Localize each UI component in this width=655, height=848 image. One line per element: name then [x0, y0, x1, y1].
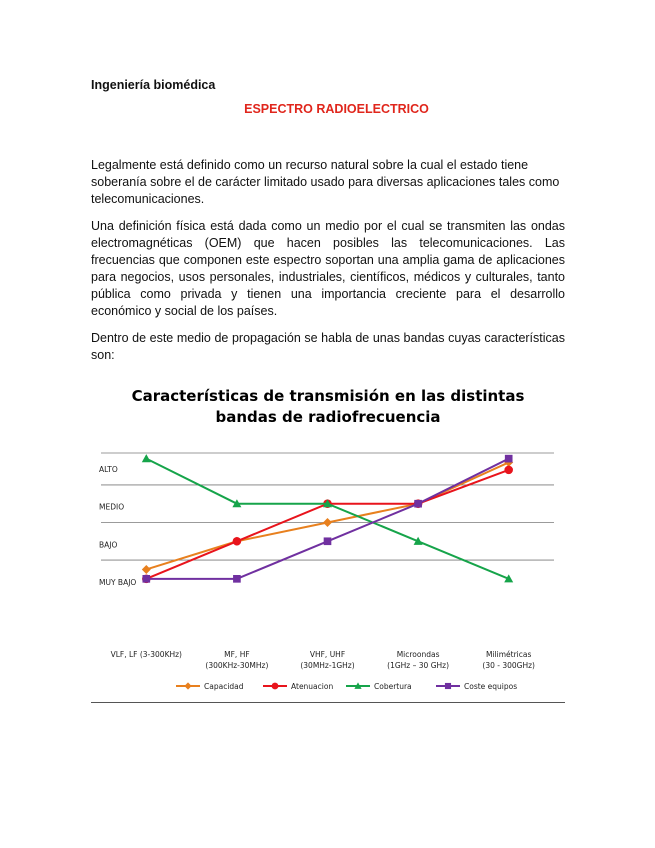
x-category-label: VLF, LF (3-300KHz): [110, 650, 183, 659]
data-point-square: [414, 500, 422, 508]
x-category-label: MF, HF: [224, 650, 250, 659]
bands-chart-svg: [91, 375, 565, 705]
x-category-label: Microondas: [396, 650, 440, 659]
x-category-label: (1GHz – 30 GHz): [387, 661, 450, 670]
data-point-square: [324, 537, 332, 545]
x-category-label: (30 - 300GHz): [482, 661, 535, 670]
x-category-label: (300KHz-30MHz): [205, 661, 269, 670]
x-category-label: VHF, UHF: [309, 650, 346, 659]
data-point-square: [505, 455, 513, 463]
chart-bottom-rule: [91, 702, 565, 703]
chart-title-line-2: bandas de radiofrecuencia: [215, 408, 441, 426]
paragraph-definition-legal: Legalmente está definido como un recurso natural sobre la cual el estado tiene soberanía sobre el de carácter limitado usado para diversas aplicaciones tales como telecomunicaciones.: [91, 158, 560, 206]
x-category-label: (30MHz-1GHz): [300, 661, 355, 670]
document-title: ESPECTRO RADIOELECTRICO: [244, 102, 429, 116]
data-point-diamond: [323, 518, 332, 527]
data-point-square: [233, 575, 241, 583]
chart-title-line-1: Características de transmisión en las distintas: [131, 387, 525, 405]
legend-entry-label: Capacidad: [204, 682, 244, 691]
y-level-label: ALTO: [99, 465, 118, 475]
data-point-square: [142, 575, 150, 583]
legend-entry-label: Cobertura: [374, 682, 412, 691]
data-point-circle: [504, 466, 513, 475]
y-level-label: MEDIO: [99, 502, 125, 512]
x-category-label: Milimétricas: [486, 650, 532, 659]
paragraph-definition-physical: Una definición física está dada como un medio por el cual se transmiten las ondas electromagnéticas (OEM) que hacen posibles las telecomunicaciones. Las frecuencias que componen este espectro soportan una amplia gama de aplicaciones para negocios, usos personales, industriales, científicos, médicos y culturales, tanto pública como privada y tienen una importancia creciente para el desarrollo económico y social de los países.: [91, 219, 565, 318]
data-point-circle: [233, 537, 242, 546]
y-level-label: BAJO: [99, 540, 118, 550]
legend-entry-label: Atenuacion: [291, 682, 334, 691]
legend-entry-label: Coste equipos: [464, 682, 518, 691]
y-level-label: MUY BAJO: [99, 577, 137, 587]
series-line-capacidad: [146, 462, 508, 569]
data-point-square: [445, 683, 451, 689]
data-point-diamond: [184, 682, 191, 689]
header-label: Ingeniería biomédica: [91, 78, 216, 92]
paragraph-bands-intro: Dentro de este medio de propagación se habla de unas bandas cuyas características son:: [91, 331, 565, 362]
data-point-circle: [272, 683, 279, 690]
data-point-triangle: [142, 454, 151, 462]
bands-chart: [91, 375, 565, 705]
data-point-diamond: [142, 565, 151, 574]
